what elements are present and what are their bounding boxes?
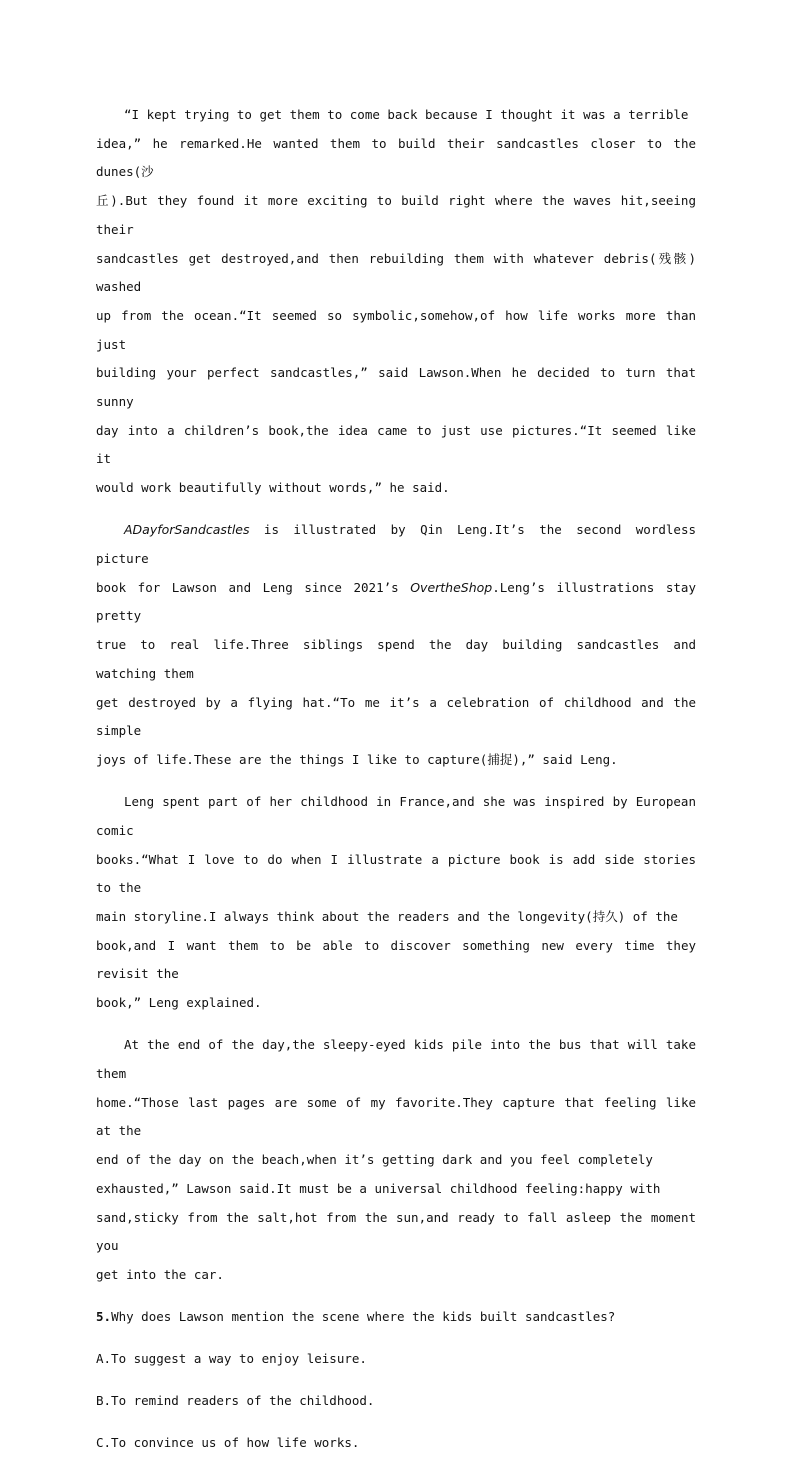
option-a: A.To suggest a way to enjoy leisure.	[96, 1351, 367, 1367]
paragraph-line: Leng spent part of her childhood in France,and she was inspired by European comic	[96, 794, 696, 838]
paragraph-2	[96, 516, 696, 774]
paragraph-line: “I kept trying to get them to come back because I thought it was a terrible	[124, 107, 689, 122]
paragraph-line: main storyline.I always think about the readers and the longevity(持久) of the	[96, 908, 678, 924]
text-run: book for Lawson and Leng since 2021’s	[96, 579, 411, 595]
paragraph-line: building your perfect sandcastles,” said Lawson.When he decided to turn that sunny	[96, 365, 696, 410]
paragraph-line: sand,sticky from the salt,hot from the sun,and ready to fall asleep the moment you	[96, 1209, 696, 1254]
book-title: OvertheShop	[410, 579, 493, 595]
document-page	[96, 101, 696, 1471]
paragraph-line: exhausted,” Lawson said.It must be a universal childhood feeling:happy with	[96, 1180, 661, 1196]
paragraph-line: day into a children’s book,the idea came to just use pictures.“It seemed like it	[96, 422, 696, 467]
option-b: B.To remind readers of the childhood.	[96, 1393, 375, 1409]
paragraph-line: book,” Leng explained.	[96, 995, 262, 1011]
text-run: .Leng’s illustrations stay pretty	[96, 579, 696, 624]
paragraph-line: get destroyed by a flying hat.“To me it’s a celebration of childhood and the simple	[96, 694, 696, 739]
paragraph-line: joys of life.These are the things I like to capture(捕捉),” said Leng.	[96, 751, 618, 767]
paragraph-1	[96, 101, 696, 503]
paragraph-line: books.“What I love to do when I illustrate a picture book is add side stories to the	[96, 851, 696, 896]
paragraph-line: sandcastles get destroyed,and then rebuilding them with whatever debris(残骸) washed	[96, 250, 696, 295]
text-run: is illustrated by Qin Leng.It’s the second wordless picture	[96, 522, 696, 567]
paragraph-line: home.“Those last pages are some of my favorite.They capture that feeling like at the	[96, 1094, 696, 1139]
paragraph-4	[96, 1031, 696, 1289]
book-title: ADayforSandcastles	[124, 522, 250, 538]
paragraph-line: true to real life.Three siblings spend the day building sandcastles and watching them	[96, 637, 696, 681]
question-number: 5.	[96, 1309, 112, 1325]
option-c: C.To convince us of how life works.	[96, 1435, 360, 1451]
paragraph-line: up from the ocean.“It seemed so symbolic,somehow,of how life works more than just	[96, 307, 696, 352]
question-5	[96, 1303, 696, 1331]
paragraph-line	[96, 574, 696, 631]
paragraph-line: 丘).But they found it more exciting to build right where the waves hit,seeing their	[96, 193, 696, 237]
paragraph-3	[96, 788, 696, 1018]
paragraph-line	[96, 516, 696, 573]
paragraph-line: idea,” he remarked.He wanted them to build their sandcastles closer to the dunes(沙	[96, 135, 696, 180]
paragraph-line: end of the day on the beach,when it’s getting dark and you feel completely	[96, 1152, 653, 1168]
question-text: Why does Lawson mention the scene where the kids built sandcastles?	[111, 1309, 616, 1325]
paragraph-line: get into the car.	[96, 1266, 224, 1282]
paragraph-line: At the end of the day,the sleepy-eyed kids pile into the bus that will take them	[96, 1037, 696, 1081]
paragraph-line: book,and I want them to be able to discover something new every time they revisit the	[96, 937, 696, 982]
paragraph-line: would work beautifully without words,” he said.	[96, 480, 450, 496]
